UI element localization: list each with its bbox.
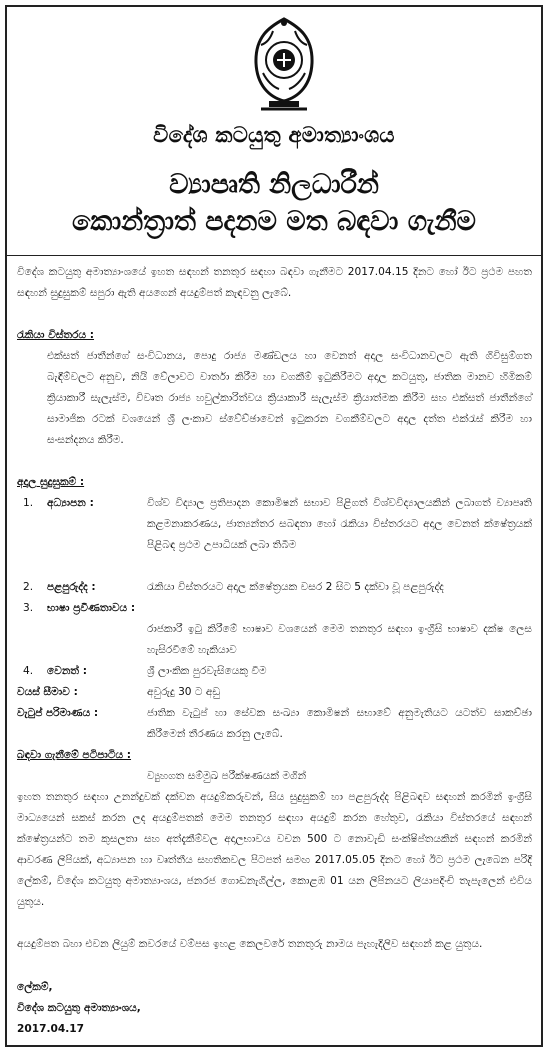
age-limit-label: වයස් සීමාව : — [17, 686, 78, 698]
language-text: රාජකාරී ඉටු කිරීමේ භාෂාව වශයෙන් මෙම තනතුර සඳහා ඉංග්‍රීසි භාෂාව දක්ෂ ලෙස හැසිරවීමේ හැකියාව — [147, 623, 532, 656]
recruitment-method: ව්‍යුහගත සම්මුඛ පරීක්ෂණයක් මගින් — [147, 770, 307, 782]
other-label: වෙනත් : — [47, 665, 87, 677]
qualification-number: 3. — [23, 602, 34, 614]
job-description-text: එක්සත් ජාතීන්ගේ සංවිධානය, පොදු රාජ්‍ය මණ්ඩලය හා වෙනත් අදාල සංවිධානවලට ඇති ගිවිසුම්ගත බැඳීම්වලට අනුව, නියි වේලාවට වාර්තා කිරීම හා වගකීම් ඉටුකිරීමට අදාල කටයුතු, ජාතික මානව හිමිකම් ක්‍රියාකාරී සැලැස්ම, විවෘත රාජ්‍ය හවුල්කාරිත්වය ක්‍රියාකාරී සැලැස්ම ක්‍රියාත්මක කිරීම සහ එක්සත් ජාතීන්ගේ සාමාජික රටක් වශයෙන් ශ්‍රී ලංකාව ස්වේච්ඡාවෙන් ඉටුකරන වගකීම්වලට අදාල දත්ත එක්රැස් කිරීම හා සංසන්දනය කිරීම. — [47, 350, 532, 446]
signature-date: 2017.04.17 — [17, 1023, 85, 1035]
education-text: විශ්ව විද්‍යාල ප්‍රතිපාදන කොමිෂන් සභාව පිළිගත් විශ්වවිද්‍යාලයකින් ලබාගත් ව්‍යාපෘති කළමනාකරණය, ජාත්‍යන්තර සබඳතා හෝ රැකියා විස්තරයට අදාල වෙනත් ක්ෂේත්‍රයක් පිළිබඳ ප්‍රථම උපාධියක් ලබා තිබීම — [147, 497, 532, 551]
title-line-2: කොන්ත්‍රාත් පදනම මත බඳවා ගැනීම — [72, 206, 476, 237]
divider — [7, 255, 541, 256]
envelope-note: අයදුම්පත බහා එවන ලියුම් කවරයේ වම්පස ඉහළ කෙලවරේ තනතුරු නාමය පැහැදිලිව සඳහන් කළ යුතුය. — [17, 938, 483, 950]
job-description-heading: රැකියා විස්තරය : — [17, 329, 95, 341]
education-label: අධ්‍යාපන : — [47, 497, 94, 509]
recruitment-text: ඉහත තනතුර සඳහා උනන්දුවක් දක්වන අයදුම්කරුවන්, සිය සුදුසුකම් හා පළපුරුද්ද පිළිබඳව සඳහන් කරමින් ඉංග්‍රීසි මාධ්‍යයෙන් සකස් කරන ලද අයදුම්පතක් මෙම තනතුර සඳහා අයදුම් කරන හේතුව, රැකියා විස්තරයේ සඳහන් ක්ෂේත්‍රයන්ට තම කුසලතා සහ අත්දැකීම්වල අදාලභාවය වචන 500 ට නොවැඩි සංක්ෂිප්තයකින් සඳහන් කරමින් ආවරණ ලිපියක්, අධ්‍යාපන හා වෘත්තීය සහතිකවල පිටපත් සමඟ 2017.05.05 දිනට හෝ ඊට ප්‍රථම ලැබෙන පරිදි ලේකම්, විදේශ කටයුතු අමාත්‍යාංශය, ජනරජ ගොඩනැගිල්ල, කොළඹ 01 යන ලිපිනයට ලියාපදිංචි තැපැලෙන් එවිය යුතුය. — [17, 791, 532, 908]
sri-lanka-national-emblem-icon — [247, 15, 321, 115]
experience-label: පළපුරුද්ද : — [47, 581, 96, 593]
qualification-number: 2. — [23, 581, 34, 593]
other-text: ශ්‍රී ලාංකික පුරවැසියෙකු වීම — [147, 665, 267, 677]
ministry-name: විදේශ කටයුතු අමාත්‍යාංශය — [153, 123, 395, 147]
advertisement-page — [5, 5, 543, 1047]
salary-text: ජාතික වැටුප් හා සේවක සංඛ්‍යා කොමිෂන් සභාවේ අනුමැතියට යටත්ව සාකච්ඡා කිරීමෙන් තීරණය කරනු ලැබේ. — [147, 707, 532, 740]
language-label: භාෂා ප්‍රවීණතාවය : — [47, 602, 136, 614]
salary-label: වැටුප් පරිමාණය : — [17, 707, 99, 719]
signature-title: ලේකම්, — [17, 981, 53, 993]
recruitment-heading: බඳවා ගැනීමේ පටිපාටිය : — [17, 749, 132, 761]
qualifications-heading: අදාල සුදුසුකම් : — [17, 476, 85, 488]
qualification-number: 4. — [23, 665, 34, 677]
qualification-number: 1. — [23, 497, 34, 509]
experience-text: රැකියා විස්තරයට අදාල ක්ෂේත්‍රයක වසර 2 සිට 5 දක්වා වූ පළපුරුද්ද — [147, 581, 444, 593]
title-line-1: ව්‍යාපෘති නිලධාරීන් — [169, 169, 379, 200]
intro-paragraph: විදේශ කටයුතු අමාත්‍යාංශයේ ඉහත සඳහන් තනතුර සඳහා බඳවා ගැනීමට 2017.04.15 දිනට හෝ ඊට ප්‍රථම පහත සඳහන් සුදුසුකම් සපුරා ඇති අයගෙන් අයදුම්පත් කැඳවනු ලැබේ. — [17, 266, 532, 299]
age-limit-value: අවුරුදු 30 ට අඩු — [147, 686, 221, 698]
signature-ministry: විදේශ කටයුතු අමාත්‍යාංශය, — [17, 1002, 141, 1014]
